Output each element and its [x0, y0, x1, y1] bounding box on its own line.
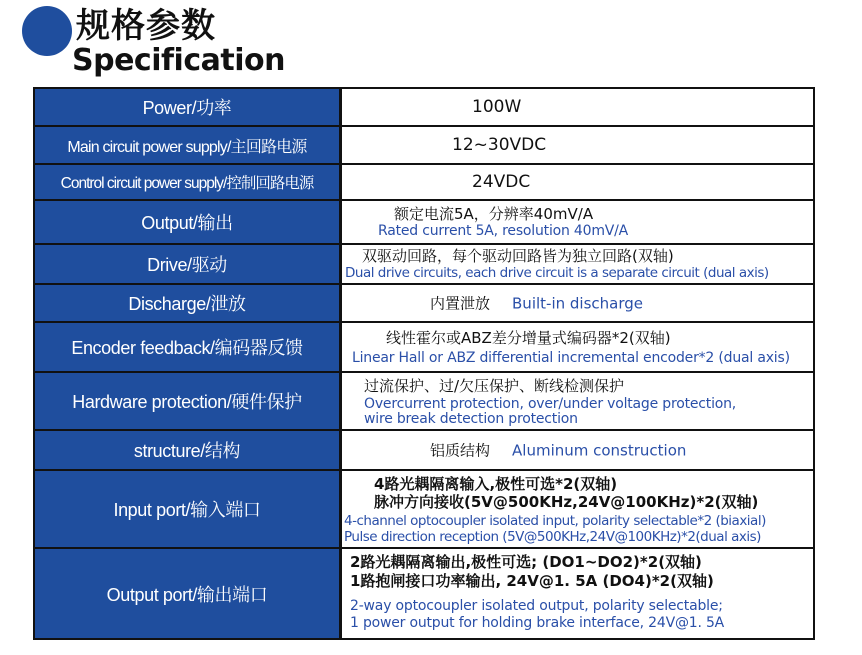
title-chinese: 规格参数 — [76, 6, 216, 46]
value-encoder — [342, 323, 813, 371]
row-encoder — [35, 323, 813, 373]
encoder-en: Linear Hall or ABZ differential incremental encoder*2 (dual axis) — [352, 350, 790, 366]
drive-cn: 双驱动回路，每个驱动回路皆为独立回路(双轴) — [362, 247, 674, 265]
label-discharge: Discharge/泄放 — [35, 285, 342, 321]
row-power — [35, 89, 813, 127]
label-power: Power/功率 — [35, 89, 342, 125]
hardware-en-2: wire break detection protection — [364, 411, 578, 427]
encoder-cn: 线性霍尔或ABZ差分增量式编码器*2(双轴) — [386, 329, 671, 347]
row-discharge — [35, 285, 813, 323]
output-port-en-2: 1 power output for holding brake interface, 24V@1. 5A — [350, 615, 725, 631]
hardware-cn: 过流保护、过/欠压保护、断线检测保护 — [364, 377, 625, 395]
structure-cn: 铝质结构 — [430, 441, 491, 460]
row-structure — [35, 431, 813, 471]
value-main-supply — [342, 127, 813, 163]
power-value: 100W — [472, 97, 522, 117]
input-port-cn-1: 4路光耦隔离输入,极性可选*2(双轴) — [374, 475, 618, 493]
output-port-cn-1: 2路光耦隔离输出,极性可选; (DO1~DO2)*2(双轴) — [350, 553, 702, 571]
discharge-en: Built-in discharge — [512, 294, 643, 313]
label-control-supply: Control circuit power supply/控制回路电源 — [35, 165, 342, 199]
row-output-port — [35, 549, 813, 638]
structure-values — [430, 440, 686, 461]
specification-table — [33, 87, 815, 640]
label-output: Output/输出 — [35, 201, 342, 243]
input-port-cn-2: 脉冲方向接收(5V@500KHz,24V@100KHz)*2(双轴) — [374, 493, 759, 511]
discharge-values — [430, 293, 643, 314]
structure-en: Aluminum construction — [512, 441, 687, 460]
row-hardware — [35, 373, 813, 431]
title-english: Specification — [72, 43, 285, 78]
row-output — [35, 201, 813, 245]
value-power — [342, 89, 813, 125]
output-cn: 额定电流5A，分辨率40mV/A — [394, 205, 594, 223]
value-input-port — [342, 471, 813, 547]
input-port-en-2: Pulse direction reception (5V@500KHz,24V@100KHz)*2(dual axis) — [344, 529, 761, 545]
value-output — [342, 201, 813, 243]
row-main-supply — [35, 127, 813, 165]
control-supply-value: 24VDC — [472, 172, 531, 192]
input-port-en-1: 4-channel optocoupler isolated input, polarity selectable*2 (biaxial) — [344, 513, 766, 529]
label-drive: Drive/驱动 — [35, 245, 342, 283]
value-drive — [342, 245, 813, 283]
bullet-circle-icon — [22, 6, 72, 56]
label-main-supply: Main circuit power supply/主回路电源 — [35, 127, 342, 163]
spec-header — [0, 0, 862, 84]
drive-en: Dual drive circuits, each drive circuit is a separate circuit (dual axis) — [345, 265, 769, 281]
value-hardware — [342, 373, 813, 429]
value-discharge — [342, 285, 813, 321]
row-input-port — [35, 471, 813, 549]
label-hardware: Hardware protection/硬件保护 — [35, 373, 342, 429]
value-structure — [342, 431, 813, 469]
main-supply-value: 12~30VDC — [452, 135, 547, 155]
row-control-supply — [35, 165, 813, 201]
output-port-en-1: 2-way optocoupler isolated output, polarity selectable; — [350, 598, 723, 614]
output-en: Rated current 5A, resolution 40mV/A — [378, 223, 629, 239]
label-input-port: Input port/输入端口 — [35, 471, 342, 547]
value-control-supply — [342, 165, 813, 199]
output-port-cn-2: 1路抱闸接口功率输出, 24V@1. 5A (DO4)*2(双轴) — [350, 572, 714, 590]
hardware-en-1: Overcurrent protection, over/under voltage protection, — [364, 396, 737, 412]
row-drive — [35, 245, 813, 285]
label-structure: structure/结构 — [35, 431, 342, 469]
discharge-cn: 内置泄放 — [430, 294, 491, 313]
value-output-port — [342, 549, 813, 638]
label-output-port: Output port/输出端口 — [35, 549, 342, 638]
label-encoder: Encoder feedback/编码器反馈 — [35, 323, 342, 371]
